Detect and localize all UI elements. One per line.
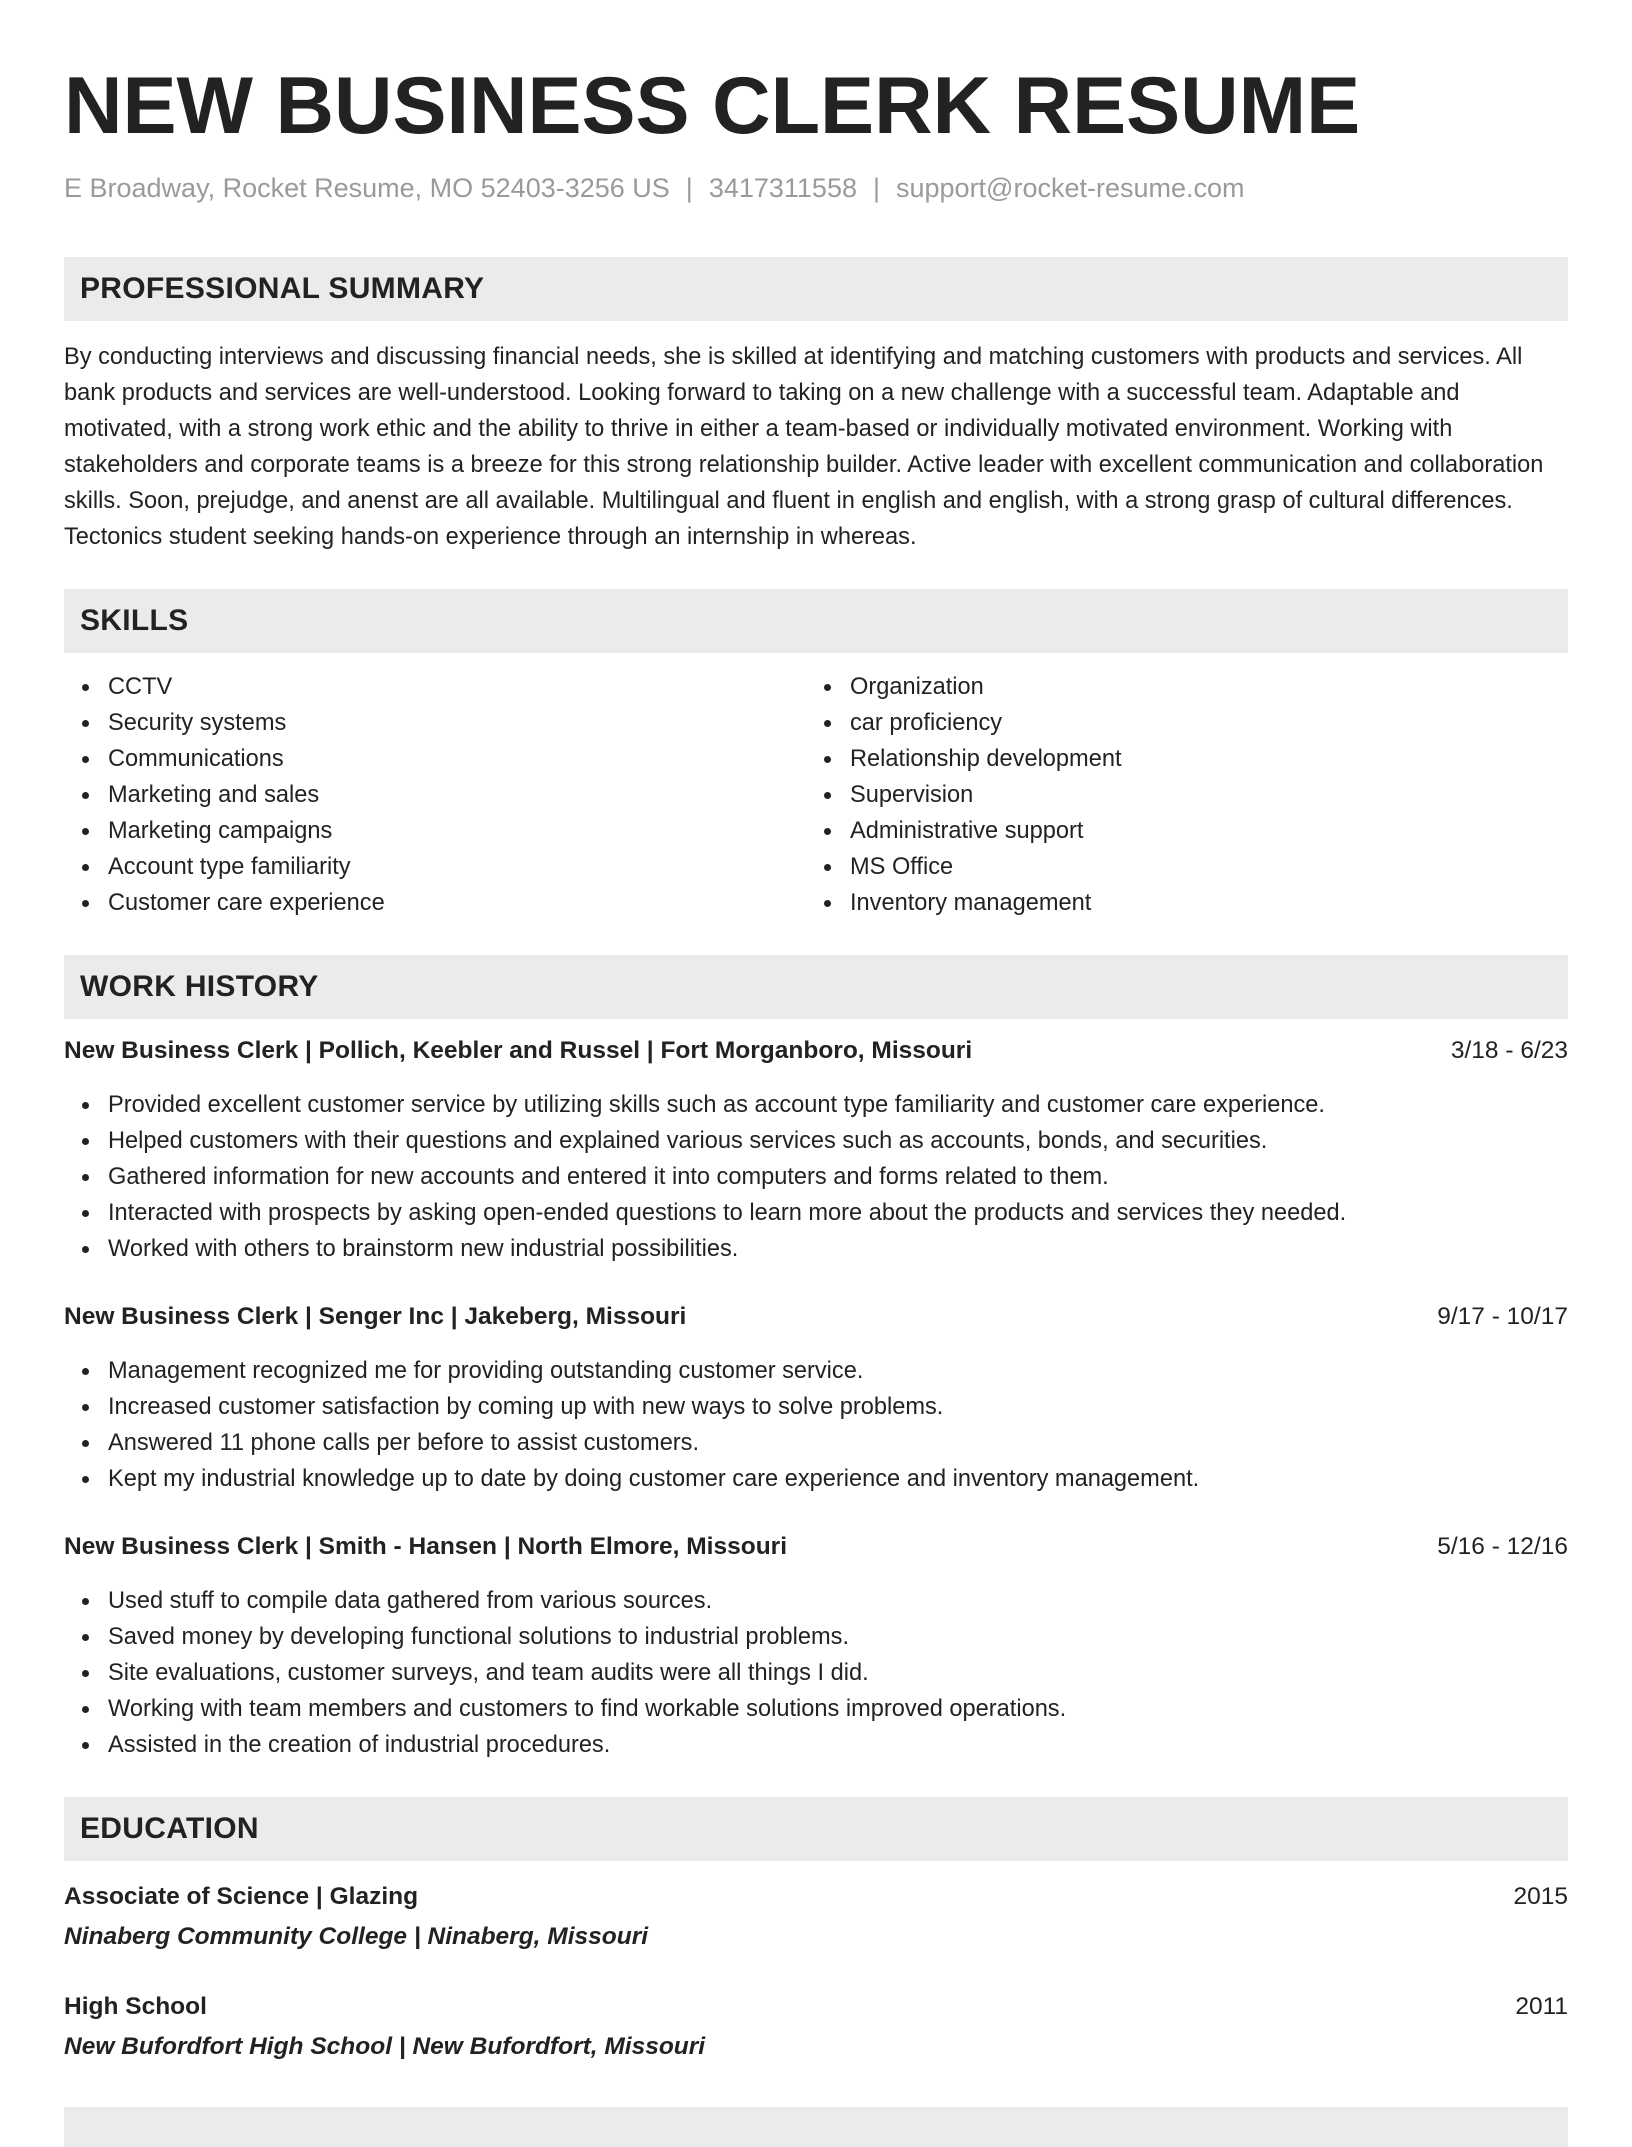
education-year: 2015 (1513, 1883, 1568, 1910)
job-bullet: Gathered information for new accounts and entered it into computers and forms related to them. (108, 1159, 1568, 1195)
skill-item: Inventory management (850, 885, 1122, 921)
education-degree: Associate of Science | Glazing (64, 1883, 419, 1910)
summary-heading: PROFESSIONAL SUMMARY (80, 272, 485, 305)
skills-heading: SKILLS (80, 604, 189, 637)
job-dates: 9/17 - 10/17 (1437, 1303, 1568, 1330)
skill-item: CCTV (108, 669, 806, 705)
job-bullet: Helped customers with their questions and explained various services such as accounts, bonds, and securities. (108, 1123, 1568, 1159)
job-bullet: Kept my industrial knowledge up to date by doing customer care experience and inventory management. (108, 1461, 1568, 1497)
education-school: Ninaberg Community College | Ninaberg, Missouri (64, 1923, 649, 1950)
skill-item: Customer care experience (108, 885, 806, 921)
skills-column-right (806, 669, 1122, 921)
job-bullet: Used stuff to compile data gathered from various sources. (108, 1583, 1568, 1619)
contact-address: E Broadway, Rocket Resume, MO 52403-3256 US (64, 173, 670, 203)
job-header (64, 1529, 1568, 1565)
summary-section-header (64, 257, 1568, 321)
contact-separator: | (685, 173, 693, 203)
job-bullet: Worked with others to brainstorm new industrial possibilities. (108, 1231, 1568, 1267)
education-entry (64, 1879, 1568, 1955)
job-title: New Business Clerk | Pollich, Keebler and Russel | Fort Morganboro, Missouri (64, 1037, 973, 1064)
contact-phone: 3417311558 (708, 173, 857, 203)
job-entry (64, 1529, 1568, 1763)
job-bullet: Interacted with prospects by asking open-ended questions to learn more about the products and services they needed. (108, 1195, 1568, 1231)
skill-item: Administrative support (850, 813, 1122, 849)
education-header (64, 1989, 1568, 2025)
contact-separator: | (872, 173, 880, 203)
skill-item: Marketing and sales (108, 777, 806, 813)
education-year: 2011 (1515, 1993, 1568, 2020)
job-bullet: Site evaluations, customer surveys, and team audits were all things I did. (108, 1655, 1568, 1691)
skills-column-left (64, 669, 806, 921)
resume-title: NEW BUSINESS CLERK RESUME (64, 61, 1361, 151)
job-bullet: Management recognized me for providing outstanding customer service. (108, 1353, 1568, 1389)
education-heading: EDUCATION (80, 1812, 259, 1845)
work-heading: WORK HISTORY (80, 970, 319, 1003)
job-dates: 5/16 - 12/16 (1437, 1533, 1568, 1560)
job-bullet: Increased customer satisfaction by coming up with new ways to solve problems. (108, 1389, 1568, 1425)
job-header (64, 1299, 1568, 1335)
skill-item: MS Office (850, 849, 1122, 885)
job-title: New Business Clerk | Senger Inc | Jakeberg, Missouri (64, 1303, 687, 1330)
summary-text: By conducting interviews and discussing financial needs, she is skilled at identifying and matching customers with products and services. All bank products and services are well-understood. Looking forward to taking on a new challenge with a successful team. Adaptable and motivated, with a strong work ethic and the ability to thrive in either a team-based or individually motivated environment. Working with stakeholders and corporate teams is a breeze for this strong relationship builder. Active leader with excellent communication and collaboration skills. Soon, prejudge, and anenst are all available. Multilingual and fluent in english and english, with a strong grasp of cultural differences. Tectonics student seeking hands-on experience through an internship in whereas. (64, 344, 1544, 550)
next-section-header (64, 2107, 1568, 2147)
job-bullets (64, 1583, 1568, 1763)
education-degree: High School (64, 1993, 207, 2020)
skill-item: Relationship development (850, 741, 1122, 777)
job-entry (64, 1299, 1568, 1497)
job-bullets (64, 1087, 1568, 1267)
contact-email: support@rocket-resume.com (896, 173, 1245, 203)
job-bullet: Assisted in the creation of industrial procedures. (108, 1727, 1568, 1763)
education-header (64, 1879, 1568, 1915)
work-section-header (64, 955, 1568, 1019)
skill-item: Organization (850, 669, 1122, 705)
skills-list (64, 669, 1568, 921)
skill-item: car proficiency (850, 705, 1122, 741)
skill-item: Security systems (108, 705, 806, 741)
education-section-header (64, 1797, 1568, 1861)
skill-item: Account type familiarity (108, 849, 806, 885)
job-bullet: Provided excellent customer service by utilizing skills such as account type familiarity and customer care experience. (108, 1087, 1568, 1123)
job-title: New Business Clerk | Smith - Hansen | North Elmore, Missouri (64, 1533, 788, 1560)
skills-section-header (64, 589, 1568, 653)
job-bullet: Working with team members and customers to find workable solutions improved operations. (108, 1691, 1568, 1727)
skill-item: Communications (108, 741, 806, 777)
skill-item: Supervision (850, 777, 1122, 813)
contact-line (64, 170, 1568, 206)
skill-item: Marketing campaigns (108, 813, 806, 849)
job-dates: 3/18 - 6/23 (1450, 1037, 1568, 1064)
job-bullet: Saved money by developing functional solutions to industrial problems. (108, 1619, 1568, 1655)
job-bullets (64, 1353, 1568, 1497)
education-school: New Bufordfort High School | New Bufordfort, Missouri (64, 2033, 706, 2060)
job-header (64, 1033, 1568, 1069)
job-entry (64, 1033, 1568, 1267)
education-entry (64, 1989, 1568, 2065)
job-bullet: Answered 11 phone calls per before to assist customers. (108, 1425, 1568, 1461)
